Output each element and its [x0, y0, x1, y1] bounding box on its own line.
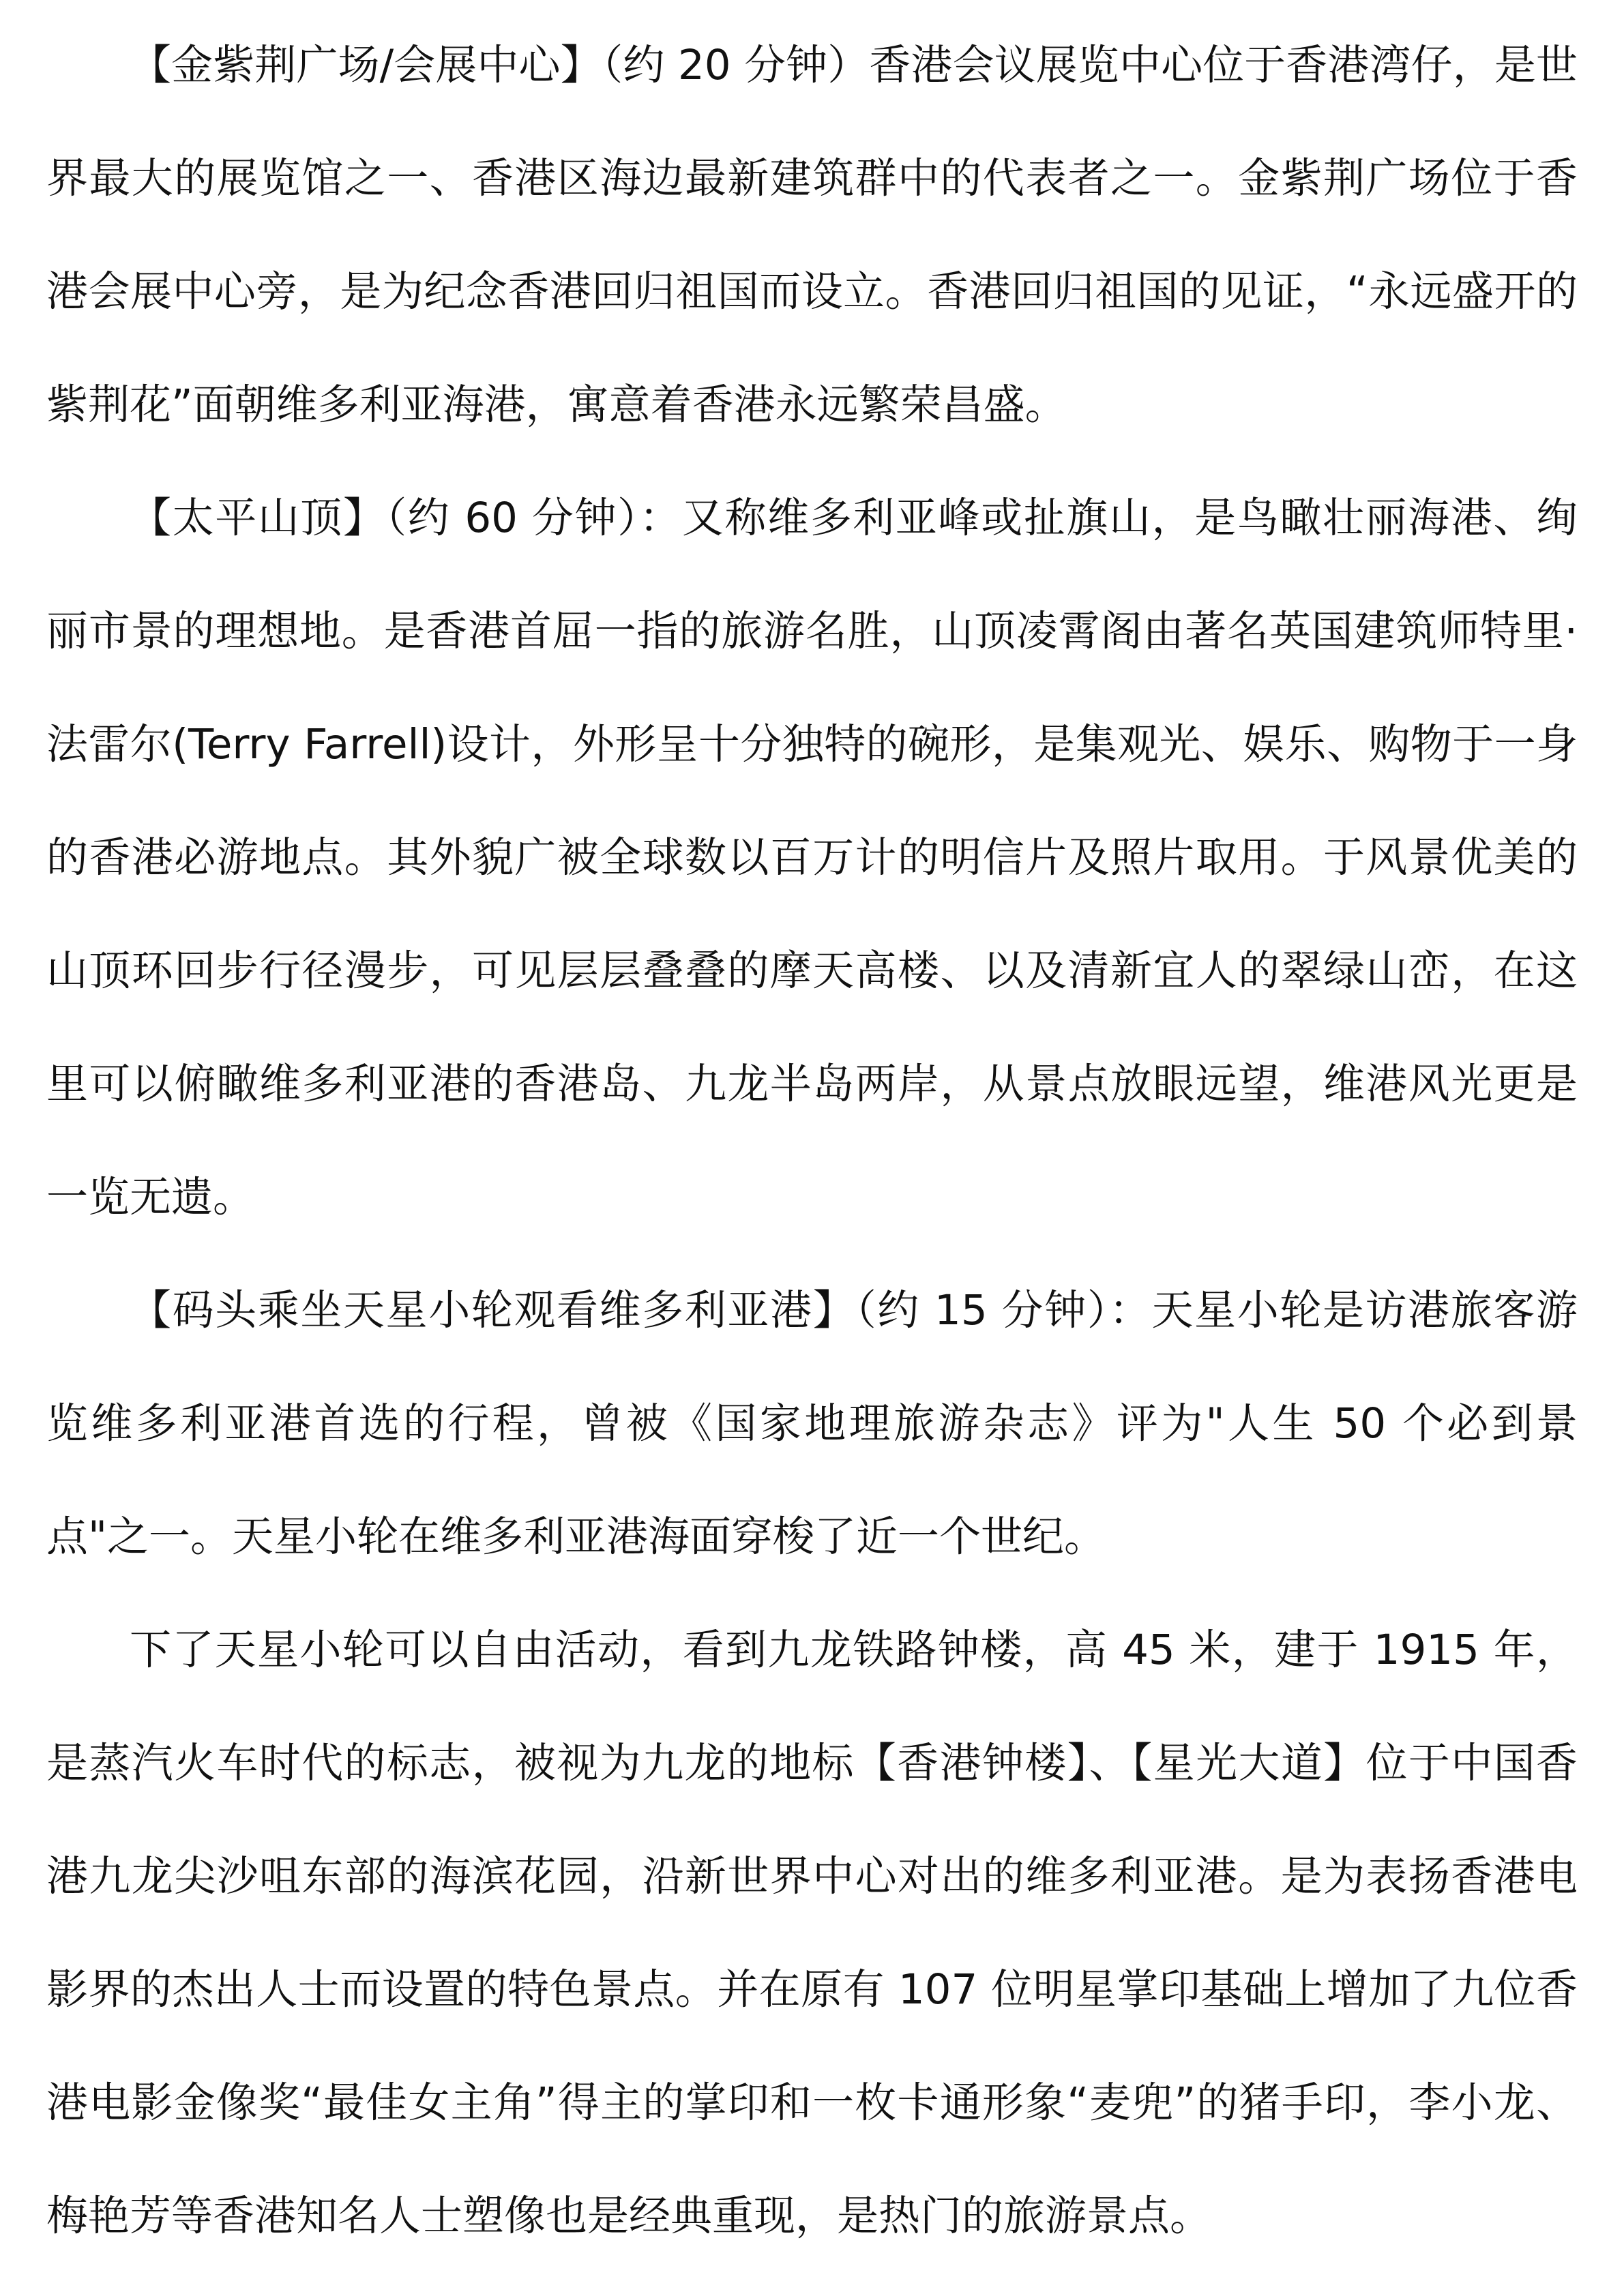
paragraph-clock-tower-avenue-of-stars: 下了天星小轮可以自由活动，看到九龙铁路钟楼，高 45 米，建于 1915 年，是蒸汽火车时代的标志，被视为九龙的地标【香港钟楼】、【星光大道】位于中国香港九龙尖沙咀东部的海滨花园，沿新世界中心对出的维多利亚港。是为表扬香港电影界的杰出人士而设置的特色景点。并在原有 107 位明星掌印基础上增加了九位香港电影金像奖“最佳女主角”得主的掌印和一枚卡通形象“麦兜”的猪手印，李小龙、梅艳芳等香港知名人士塑像也是经典重现，是热门的旅游景点。: [46, 1626, 1578, 2240]
document-body: [46, 0, 1578, 2273]
paragraph-star-ferry: 【码头乘坐天星小轮观看维多利亚港】（约 15 分钟）：天星小轮是访港旅客游览维多利亚港首选的行程，曾被《国家地理旅游杂志》评为"人生 50 个必到景点"之一。天星小轮在维多利亚港海面穿梭了近一个世纪。: [46, 1286, 1578, 1561]
paragraph-victoria-peak: 【太平山顶】（约 60 分钟）：又称维多利亚峰或扯旗山，是鸟瞰壮丽海港、绚丽市景的理想地。是香港首屈一指的旅游名胜，山顶凌霄阁由著名英国建筑师特里·法雷尔(Terry Farrell)设计，外形呈十分独特的碗形，是集观光、娱乐、购物于一身的香港必游地点。其外貌广被全球数以百万计的明信片及照片取用。于风景优美的山顶环回步行径漫步，可见层层叠叠的摩天高楼、以及清新宜人的翠绿山峦，在这里可以俯瞰维多利亚港的香港岛、九龙半岛两岸，从景点放眼远望，维港风光更是一览无遗。: [46, 494, 1578, 1221]
paragraph-golden-bauhinia: 【金紫荆广场/会展中心】（约 20 分钟）香港会议展览中心位于香港湾仔，是世界最大的展览馆之一、香港区海边最新建筑群中的代表者之一。金紫荆广场位于香港会展中心旁，是为纪念香港回归祖国而设立。香港回归祖国的见证，“永远盛开的紫荆花”面朝维多利亚海港，寓意着香港永远繁荣昌盛。: [46, 41, 1578, 429]
